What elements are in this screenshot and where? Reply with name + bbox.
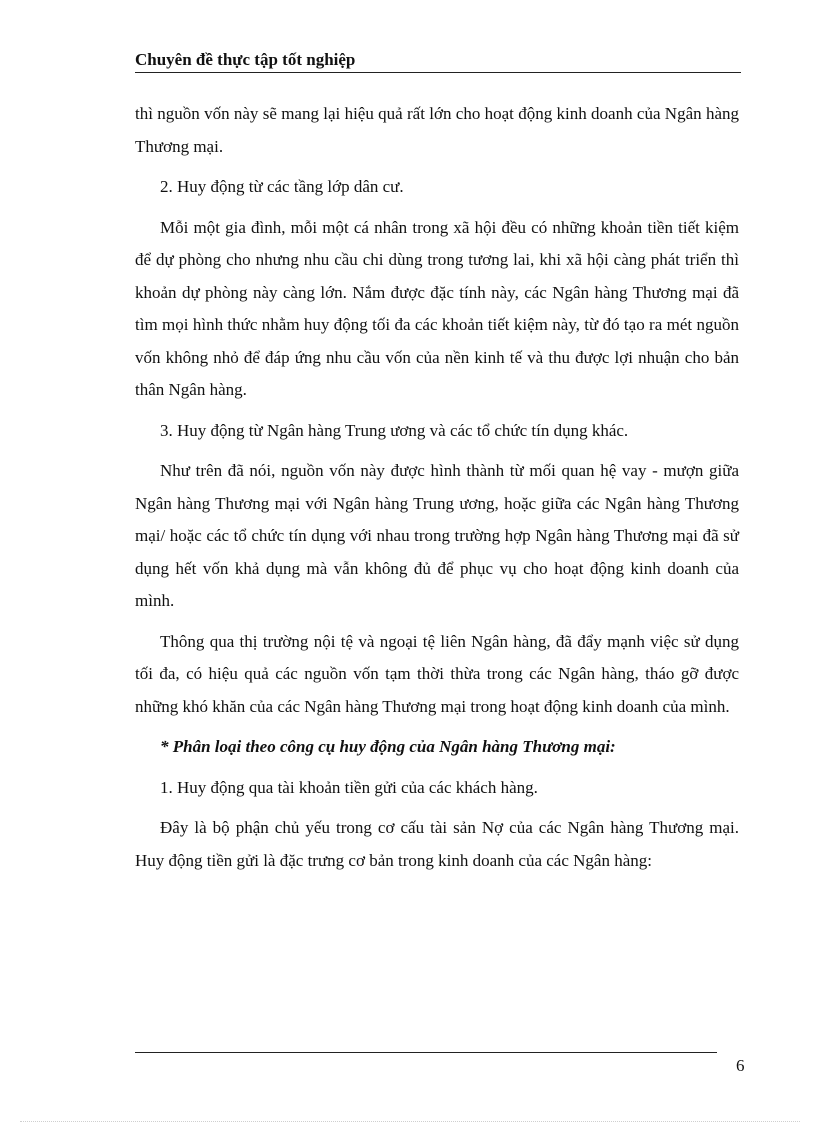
paragraph-savings: Mỗi một gia đình, mỗi một cá nhân trong xã hội đều có những khoản tiền tiết kiệm để dự phòng cho nhưng nhu cầu chi dùng trong tương lai, khi xã hội càng phát triển thì khoản dự phòng này càng lớn. Nắm được đặc tính này, các Ngân hàng Thương mại đã tìm mọi hình thức nhằm huy động tối đa các khoản tiết kiệm này, từ đó tạo ra mét nguồn vốn không nhỏ để đáp ứng nhu cầu vốn của nền kinh tế và thu được lợi nhuận cho bản thân Ngân hàng. [135,217,739,399]
footer-divider [135,1052,717,1053]
paragraph-deposits: Đây là bộ phận chủ yếu trong cơ cấu tài sản Nợ của các Ngân hàng Thương mại. Huy động tiền gửi là đặc trưng cơ bản trong kinh doanh của các Ngân hàng: [135,818,739,870]
section-heading: * Phân loại theo công cụ huy động của Ngân hàng Thương mại: [160,737,616,756]
paragraph-interbank: Như trên đã nói, nguồn vốn này được hình thành từ mối quan hệ vay - mượn giữa Ngân hàng Thương mại với Ngân hàng Trung ương, hoặc giữa các Ngân hàng Thương mại/ hoặc các tổ chức tín dụng với nhau trong trường hợp Ngân hàng Thương mại đã sử dụng hết vốn khả dụng mà vẫn không đủ để phục vụ cho hoạt động kinh doanh của mình. [135,461,739,610]
list-item-3: 3. Huy động từ Ngân hàng Trung ương và các tổ chức tín dụng khác. [160,420,629,440]
document-title: Chuyên đề thực tập tốt nghiệp [135,50,356,69]
page-number: 6 [736,1056,745,1075]
page-header [135,50,741,73]
list-item-1: 1. Huy động qua tài khoản tiền gửi của các khách hàng. [160,777,538,797]
page-body [135,98,739,885]
list-item-2: 2. Huy động từ các tầng lớp dân cư. [160,177,404,196]
paragraph-market: Thông qua thị trường nội tệ và ngoại tệ liên Ngân hàng, đã đẩy mạnh việc sử dụng tối đa, có hiệu quả các nguồn vốn tạm thời thừa trong các Ngân hàng, tháo gỡ được những khó khăn của các Ngân hàng Thương mại trong hoạt động kinh doanh của mình. [135,631,739,716]
paragraph-continuation: thì nguồn vốn này sẽ mang lại hiệu quả rất lớn cho hoạt động kinh doanh của Ngân hàng Thương mại. [135,104,739,156]
page-edge-divider [20,1121,800,1122]
